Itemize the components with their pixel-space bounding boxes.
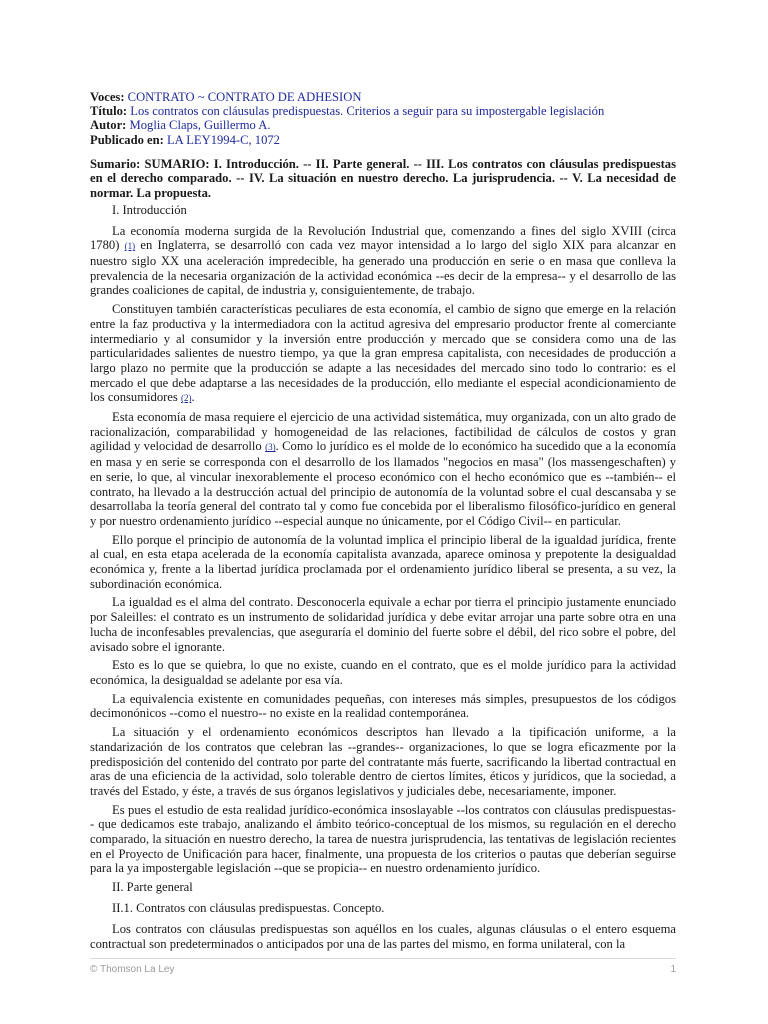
footer-copyright: © Thomson La Ley <box>90 964 175 975</box>
paragraph-4: Ello porque el principio de autonomía de la voluntad implica el principio liberal de la igualdad jurídica, frente al cual, en esta etapa acelerada de la economía capitalista avanzada, aparece ominosa y prepotente la desigualdad económica y, frente a la libertad jurídica proclamada por el ordenamiento jurídico liberal se presenta, a su vez, la subordinación económica. <box>90 532 676 591</box>
titulo-label: Título: <box>90 104 128 119</box>
footnote-link-2[interactable]: (2) <box>180 393 192 404</box>
autor-label: Autor: <box>90 118 127 133</box>
heading-introduccion: I. Introducción <box>112 202 187 217</box>
titulo-line <box>90 104 676 118</box>
document-page <box>90 90 676 956</box>
titulo-link[interactable]: Los contratos con cláusulas predispuestas. Criterios a seguir para su impostergable legislación <box>130 104 605 119</box>
footer-divider <box>90 958 676 959</box>
sumario: Sumario: SUMARIO: I. Introducción. -- II. Parte general. -- III. Los contratos con cláusulas predispuestas en el derecho comparado. -- IV. La situación en nuestro derecho. La jurisprudencia. -- V. La necesidad de normar. La propuesta. <box>90 156 676 200</box>
paragraph-8: La situación y el ordenamiento económicos descriptos han llevado a la tipificación uniforme, a la standarización de los contratos que celebran las --grandes-- organizaciones, lo que se logra eficazmente por la predisposición del contenido del contrato por parte del contratante más fuerte, sacrificando la libertad contractual en aras de una eficiencia de la actividad, solo tolerable dentro de ciertos límites, éticos y jurídicos, que la sociedad, a través del Estado, y éste, a través de sus órganos legislativos y judiciales debe, necesariamente, imponer. <box>90 725 676 798</box>
voces-line <box>90 90 676 104</box>
footnote-link-1[interactable]: (1) <box>124 241 136 252</box>
paragraph-1-text-b: en Inglaterra, se desarrolló con cada vez mayor intensidad a lo largo del siglo XIX para alcanzar en nuestro siglo XX una aceleración impredecible, ha generado una producción en serie o en masa que conlleva la prevalencia de la necesaria organización de la actividad económica --es decir de la empresa-- y el desarrollo de las grandes coaliciones de capital, de industria y, consiguientemente, de trabajo. <box>90 238 676 298</box>
page-number: 1 <box>670 964 676 975</box>
paragraph-3: Esta economía de masa requiere el ejercicio de una actividad sistemática, muy organizada, con un alto grado de racionalización, comparabilidad y homogeneidad de las relaciones, factibilidad de cálculos de costos y gran agilidad y velocidad de desarrollo (3). Como lo jurídico es el molde de lo económico ha sucedido que a la economía en masa y en serie se corresponda con el desarrollo de los llamados "negocios en masa" (los massengeschaften) y en serie, lo que, al vincular inexorablemente el proceso económico con el hecho económico que es --también-- el contrato, ha llevado a la destrucción actual del principio de autonomía de la voluntad sobre el cual descansaba y se desarrollaba la teoría general del contrato tal y como fue concebida por el liberalismo filosófico-jurídico en general y por nuestro ordenamiento jurídico --especial aunque no únicamente, por el Código Civil-- en particular. <box>90 410 677 528</box>
paragraph-2: Constituyen también características peculiares de esta economía, el cambio de signo que emerge en la relación entre la faz productiva y la intermediadora con la actitud agresiva del empresario productor frente al comerciante intermediario y al consumidor y la inversión entre producción y mercado que se considera como una de las particularidades salientes de nuestro tiempo, ya que la gran empresa capitalista, con necesidades de producción a largo plazo no permite que la producción se adapte a las necesidades del mercado sino todo lo contrario: es el mercado el que debe adaptarse a las necesidades de la producción, ello mediante el especial acondicionamiento de los consumidores (2). <box>90 302 676 405</box>
paragraph-9: Es pues el estudio de esta realidad jurídico-económica insoslayable --los contratos con cláusulas predispuestas-- que dedicamos este trabajo, analizando el ámbito teórico-conceptual de los mismos, su regulación en el derecho comparado, la situación en nuestro derecho, la tarea de nuestra jurisprudencia, las tentativas de legislación recientes en el Proyecto de Unificación para hacer, finalmente, una propuesta de los criterios o pautas que deberían seguirse para la ya impostergable legislación --que se propicia-- en nuestro ordenamiento jurídico. <box>90 802 676 876</box>
publicado-label: Publicado en: <box>90 132 164 147</box>
paragraph-3-text-b: Como lo jurídico es el molde de lo económico ha sucedido que a la economía en masa y en serie se corresponda con el desarrollo de los llamados "negocios en masa" (los massengeschaften) y en serie, lo que, al vincular inexorablemente el proceso económico con el hecho económico que es --también-- el contrato, ha llevado a la destrucción actual del principio de autonomía de la voluntad sobre el cual descansaba y se desarrollaba la teoría general del contrato tal y como fue concebida por el liberalismo filosófico-jurídico en general y por nuestro ordenamiento jurídico --especial aunque no únicamente, por el Código Civil-- en particular. <box>90 439 677 528</box>
paragraph-5: La igualdad es el alma del contrato. Desconocerla equivale a echar por tierra el principio justamente enunciado por Saleilles: el contrato es un instrumento de solidaridad jurídica y debe evitar arrojar una parte sobre otra en una lucha de inconfesables prevalencias, que aseguraría el dominio del fuerte sobre el débil, del rico sobre el pobre, del avisado sobre el ignorante. <box>90 595 676 654</box>
paragraph-1 <box>90 224 676 299</box>
paragraph-3-text-a: Esta economía de masa requiere el ejercicio de una actividad sistemática, muy organizada, con un alto grado de racionalización, comparabilidad y homogeneidad de las relaciones, factibilidad de cálculos de costos y gran agilidad y velocidad de desarrollo <box>90 410 676 454</box>
voces-link[interactable]: CONTRATO ~ CONTRATO DE ADHESION <box>127 90 362 104</box>
paragraph-7: La equivalencia existente en comunidades pequeñas, con intereses más simples, presupuestos de los códigos decimonónicos --como el nuestro-- no existe en la realidad contemporánea. <box>90 691 676 721</box>
heading-contratos-concepto: II.1. Contratos con cláusulas predispuestas. Concepto. <box>112 901 385 916</box>
paragraph-2-text: Constituyen también características peculiares de esta economía, el cambio de signo que emerge en la relación entre la faz productiva y la intermediadora con la actitud agresiva del empresario productor frente al comerciante intermediario y al consumidor y la inversión entre producción y mercado que se considera como una de las particularidades salientes de nuestro tiempo, ya que la gran empresa capitalista, con necesidades de producción a largo plazo no permite que la producción se adapte a las necesidades del mercado sino todo lo contrario: es el mercado el que debe adaptarse a las necesidades de la producción, ello mediante el especial acondicionamiento de los consumidores <box>90 302 676 405</box>
paragraph-6: Esto es lo que se quiebra, lo que no existe, cuando en el contrato, que es el molde jurídico para la actividad económica, la desigualdad se adelante por esa vía. <box>90 658 676 687</box>
paragraph-10: Los contratos con cláusulas predispuestas son aquéllos en los cuales, algunas cláusulas o el entero esquema contractual son predeterminados o anticipados por una de las partes del mismo, en forma unilateral, con la <box>90 922 676 951</box>
publicado-line <box>90 133 676 147</box>
voces-label: Voces: <box>90 90 125 104</box>
autor-link[interactable]: Moglia Claps, Guillermo A. <box>129 118 271 133</box>
heading-parte-general: II. Parte general <box>112 880 193 895</box>
document-metadata <box>90 90 676 147</box>
publicado-link[interactable]: LA LEY1994-C, 1072 <box>166 132 280 147</box>
footnote-link-3[interactable]: (3) <box>265 442 276 453</box>
paragraph-1-text-a: La economía moderna surgida de la Revolución Industrial que, comenzando a fines del siglo XVIII (circa 1780) <box>90 223 676 253</box>
autor-line <box>90 118 676 132</box>
